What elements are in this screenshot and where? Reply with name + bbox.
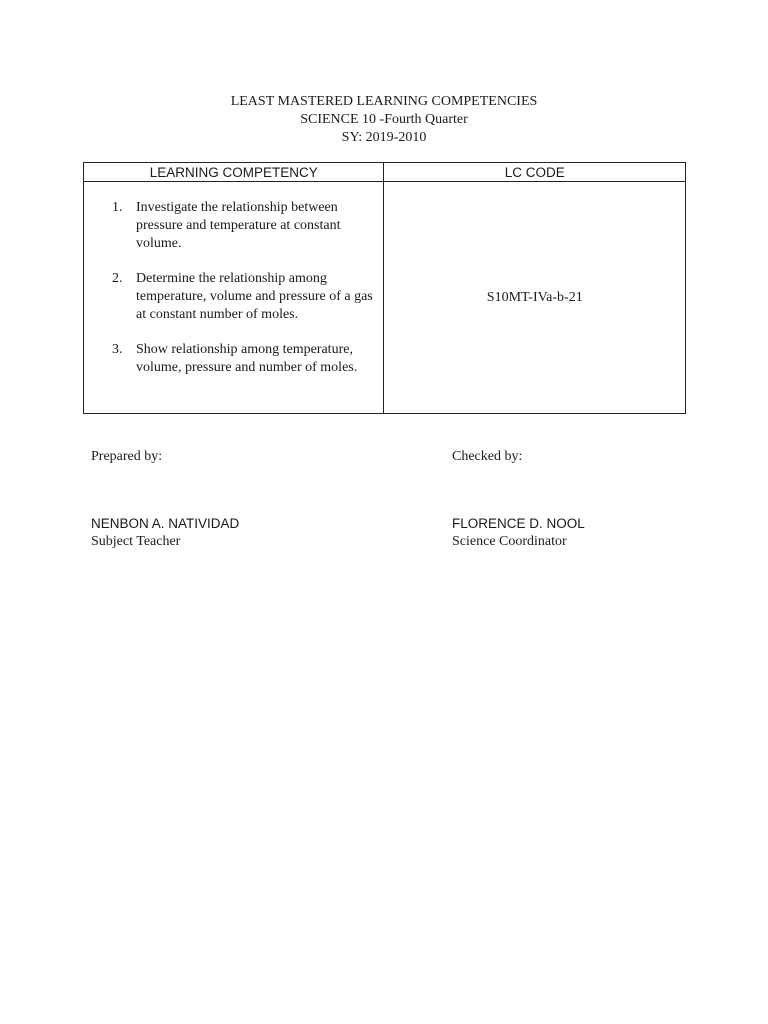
- prepared-by-role: Subject Teacher: [91, 534, 181, 549]
- prepared-by-block: [91, 515, 239, 551]
- table-row: [84, 182, 686, 414]
- checked-by-role: Science Coordinator: [452, 534, 567, 549]
- list-item: [84, 341, 383, 377]
- checked-by-name: FLORENCE D. NOOL: [452, 516, 585, 531]
- checked-by-block: [452, 515, 585, 551]
- prepared-by-label: Prepared by:: [91, 449, 163, 464]
- competency-list: [84, 182, 383, 377]
- checked-by-label: Checked by:: [452, 449, 523, 464]
- document-subject: SCIENCE 10 -Fourth Quarter: [300, 112, 468, 127]
- prepared-by-name: NENBON A. NATIVIDAD: [91, 516, 240, 531]
- lc-code-cell: S10MT-IVa-b-21: [384, 182, 686, 414]
- list-item-number: 1.: [112, 200, 123, 215]
- list-item-text: Determine the relationship among temperature, volume and pressure of a gas at constant number of moles.: [136, 271, 373, 322]
- competency-table: [83, 162, 686, 414]
- table-header-row: [84, 163, 686, 182]
- list-item: [84, 199, 383, 253]
- list-item-text: Show relationship among temperature, volume, pressure and number of moles.: [136, 342, 358, 375]
- document-title: LEAST MASTERED LEARNING COMPETENCIES: [230, 94, 538, 109]
- column-header-competency: LEARNING COMPETENCY: [84, 163, 384, 182]
- list-item-number: 3.: [112, 342, 123, 357]
- column-header-lc-code: LC CODE: [384, 163, 686, 182]
- list-item: [84, 270, 383, 324]
- document-header: [0, 93, 768, 147]
- competency-cell: [84, 182, 384, 414]
- list-item-text: Investigate the relationship between pressure and temperature at constant volume.: [136, 200, 341, 251]
- document-school-year: SY: 2019-2010: [341, 130, 427, 145]
- list-item-number: 2.: [112, 271, 123, 286]
